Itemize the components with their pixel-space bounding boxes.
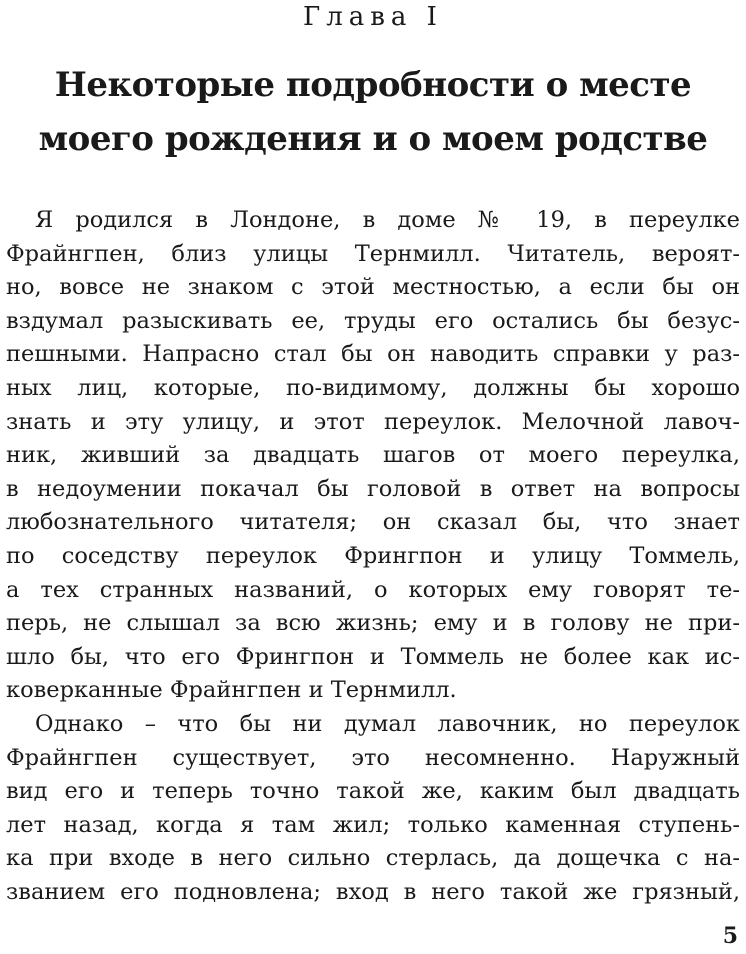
text-line: вздумал разыскивать ее, труды его остались бы безус- [6, 307, 740, 334]
body-text [6, 204, 740, 909]
chapter-heading: Глава I [303, 2, 443, 32]
text-line: Фрайнгпен существует, это несомненно. Наружный [6, 744, 740, 771]
paragraph [6, 204, 740, 708]
text-line: пешными. Напрасно стал бы он наводить справки у раз- [6, 341, 740, 368]
text-line: Я родился в Лондоне, в доме № 19, в переулке [35, 207, 740, 233]
text-line: коверканные Фрайнгпен и Тернмилл. [6, 677, 457, 704]
text-line: в недоумении покачал бы головой в ответ на вопросы [6, 475, 740, 502]
text-line: ка при входе в него сильно стерлась, да дощечка с на- [6, 845, 740, 872]
text-line: знать и эту улицу, и этот переулок. Мелочной лавоч- [6, 408, 740, 435]
text-line: по соседству переулок Фрингпон и улицу Томмель, [6, 542, 740, 569]
text-line: любознательного читателя; он сказал бы, что знает [6, 509, 740, 536]
chapter-title-line: моего рождения и о моем родстве [38, 119, 708, 159]
paragraph [6, 708, 740, 910]
text-line: ных лиц, которые, по-видимому, должны бы хорошо [6, 374, 740, 401]
page-number: 5 [722, 923, 738, 949]
text-line: ник, живший за двадцать шагов от моего переулка, [6, 442, 740, 469]
chapter-title-line: Некоторые подробности о месте [54, 65, 692, 105]
text-line: а тех странных названий, о которых ему говорят те- [6, 576, 740, 603]
text-line: вид его и теперь точно такой же, каким был двадцать [6, 778, 740, 805]
chapter-title [0, 58, 746, 166]
text-line: шло бы, что его Фрингпон и Томмель не более как ис- [6, 643, 740, 670]
text-line: Фрайнгпен, близ улицы Тернмилл. Читатель, вероят- [6, 240, 740, 267]
text-line: перь, не слышал за всю жизнь; ему и в голову не при- [6, 610, 740, 637]
text-line: но, вовсе не знаком с этой местностью, а если бы он [6, 274, 740, 301]
text-line: лет назад, когда я там жил; только каменная ступень- [6, 811, 740, 838]
text-line: Однако – что бы ни думал лавочник, но переулок [35, 710, 740, 737]
text-line: званием его подновлена; вход в него такой же грязный, [6, 878, 740, 905]
